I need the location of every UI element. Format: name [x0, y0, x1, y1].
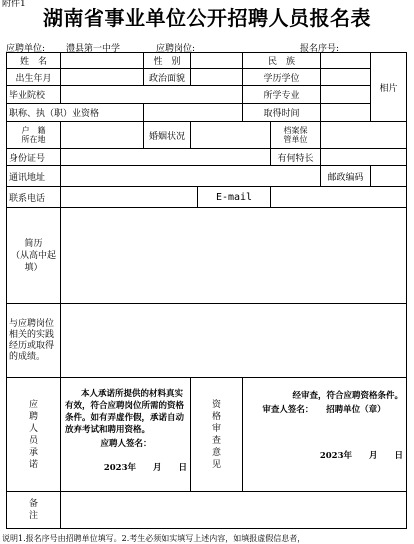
- phone-value[interactable]: [61, 187, 198, 208]
- postcode-label: 邮政编码: [321, 166, 371, 187]
- phone-label: 联系电话: [7, 187, 61, 208]
- gender-value[interactable]: [191, 53, 243, 69]
- school-value[interactable]: [61, 86, 243, 104]
- gender-label: 性 别: [144, 53, 191, 69]
- unit-label: 应聘单位:: [6, 44, 46, 54]
- row-birth: [7, 69, 407, 86]
- experience-value[interactable]: [61, 304, 407, 378]
- pledge-cell: [61, 378, 191, 492]
- major-label: 所学专业: [243, 86, 321, 104]
- row-school: [7, 86, 407, 104]
- pledge-label: 应聘人员承诺: [28, 399, 38, 470]
- marital-value[interactable]: [191, 122, 271, 149]
- remarks-label: 备注: [28, 499, 38, 521]
- number-label: 报名序号:: [300, 44, 340, 54]
- post-label: 应聘岗位:: [156, 44, 196, 54]
- hukou-value[interactable]: [61, 122, 144, 149]
- email-value[interactable]: [271, 187, 407, 208]
- footer-note: 说明1.报名序号由招聘单位填写。2.考生必须如实填写上述内容，如填报虚假信息者，: [2, 534, 306, 543]
- id-label: 身份证号: [7, 149, 61, 166]
- postcode-value[interactable]: [371, 166, 407, 187]
- politics-label: 政治面貌: [144, 69, 191, 86]
- pledge-label-cell: [7, 378, 61, 492]
- row-pledge: [7, 378, 407, 492]
- name-label: 姓 名: [7, 53, 61, 69]
- school-label: 毕业院校: [7, 86, 61, 104]
- row-address: [7, 166, 407, 187]
- row-resume: [7, 208, 407, 304]
- review-text: 经审查，符合应聘资格条件。: [292, 391, 404, 401]
- qualification-label: 职称、执（职）业资格: [7, 104, 144, 122]
- row-hukou: [7, 122, 407, 149]
- experience-label: 与应聘岗位相关的实践经历或取得的成绩。: [7, 304, 61, 378]
- photo-box[interactable]: 相片: [371, 53, 407, 122]
- archive-label-line1: 档案保: [283, 126, 308, 135]
- qualification-value[interactable]: [144, 104, 243, 122]
- ethnicity-value[interactable]: [321, 53, 371, 69]
- remarks-value[interactable]: [61, 492, 407, 529]
- education-label: 学历学位: [243, 69, 321, 86]
- row-phone: [7, 187, 407, 208]
- archive-label: [271, 122, 321, 149]
- birth-value[interactable]: [61, 69, 144, 86]
- birth-label: 出生年月: [7, 69, 61, 86]
- review-signature-line[interactable]: 审查人签名： 招聘单位（章）: [262, 405, 386, 415]
- review-cell: [243, 378, 407, 492]
- obtain-time-value[interactable]: [321, 104, 371, 122]
- marital-label: 婚姻状况: [144, 122, 191, 149]
- email-label: E-mail: [198, 187, 271, 208]
- unit-value: 澧县第一中学: [66, 44, 121, 54]
- remarks-label-cell: [7, 492, 61, 529]
- hukou-label-line1: 户 籍: [21, 126, 46, 135]
- resume-label-line1: 简历: [24, 238, 43, 249]
- row-remarks: [7, 492, 407, 529]
- education-value[interactable]: [321, 69, 371, 86]
- row-experience: [7, 304, 407, 378]
- form-title: 湖南省事业单位公开招聘人员报名表: [43, 6, 371, 30]
- resume-label-line2: （从高中起: [10, 250, 56, 261]
- archive-label-line2: 管单位: [283, 135, 308, 144]
- row-name: [7, 53, 407, 69]
- resume-label-line3: 填）: [24, 262, 43, 273]
- registration-form: [6, 52, 407, 529]
- address-value[interactable]: [61, 166, 321, 187]
- pledge-text: 本人承诺所提供的材料真实有效，符合应聘岗位所需的资格条件。如有弄虚作假，承诺自动放弃考试和聘用资格。: [65, 389, 185, 435]
- archive-value[interactable]: [321, 122, 407, 149]
- politics-value[interactable]: [191, 69, 243, 86]
- row-id: [7, 149, 407, 166]
- name-value[interactable]: [61, 53, 144, 69]
- pledge-date[interactable]: 2023年 月 日: [103, 463, 187, 473]
- resume-value[interactable]: [61, 208, 407, 304]
- attachment-label: 附件1: [2, 0, 26, 9]
- review-label: 资格审查意见: [211, 399, 221, 470]
- pledge-sign-label[interactable]: 应聘人签名：: [100, 439, 152, 449]
- ethnicity-label: 民 族: [243, 53, 321, 69]
- major-value[interactable]: [321, 86, 371, 104]
- specialty-value[interactable]: [321, 149, 407, 166]
- id-value[interactable]: [61, 149, 271, 166]
- review-label-cell: [191, 378, 243, 492]
- hukou-label-line2: 所在地: [21, 135, 46, 144]
- obtain-time-label: 取得时间: [243, 104, 321, 122]
- resume-label: [7, 208, 61, 304]
- review-date[interactable]: 2023年 月 日: [319, 451, 404, 461]
- row-qualification: [7, 104, 407, 122]
- specialty-label: 有何特长: [271, 149, 321, 166]
- hukou-label: [7, 122, 61, 149]
- address-label: 通讯地址: [7, 166, 61, 187]
